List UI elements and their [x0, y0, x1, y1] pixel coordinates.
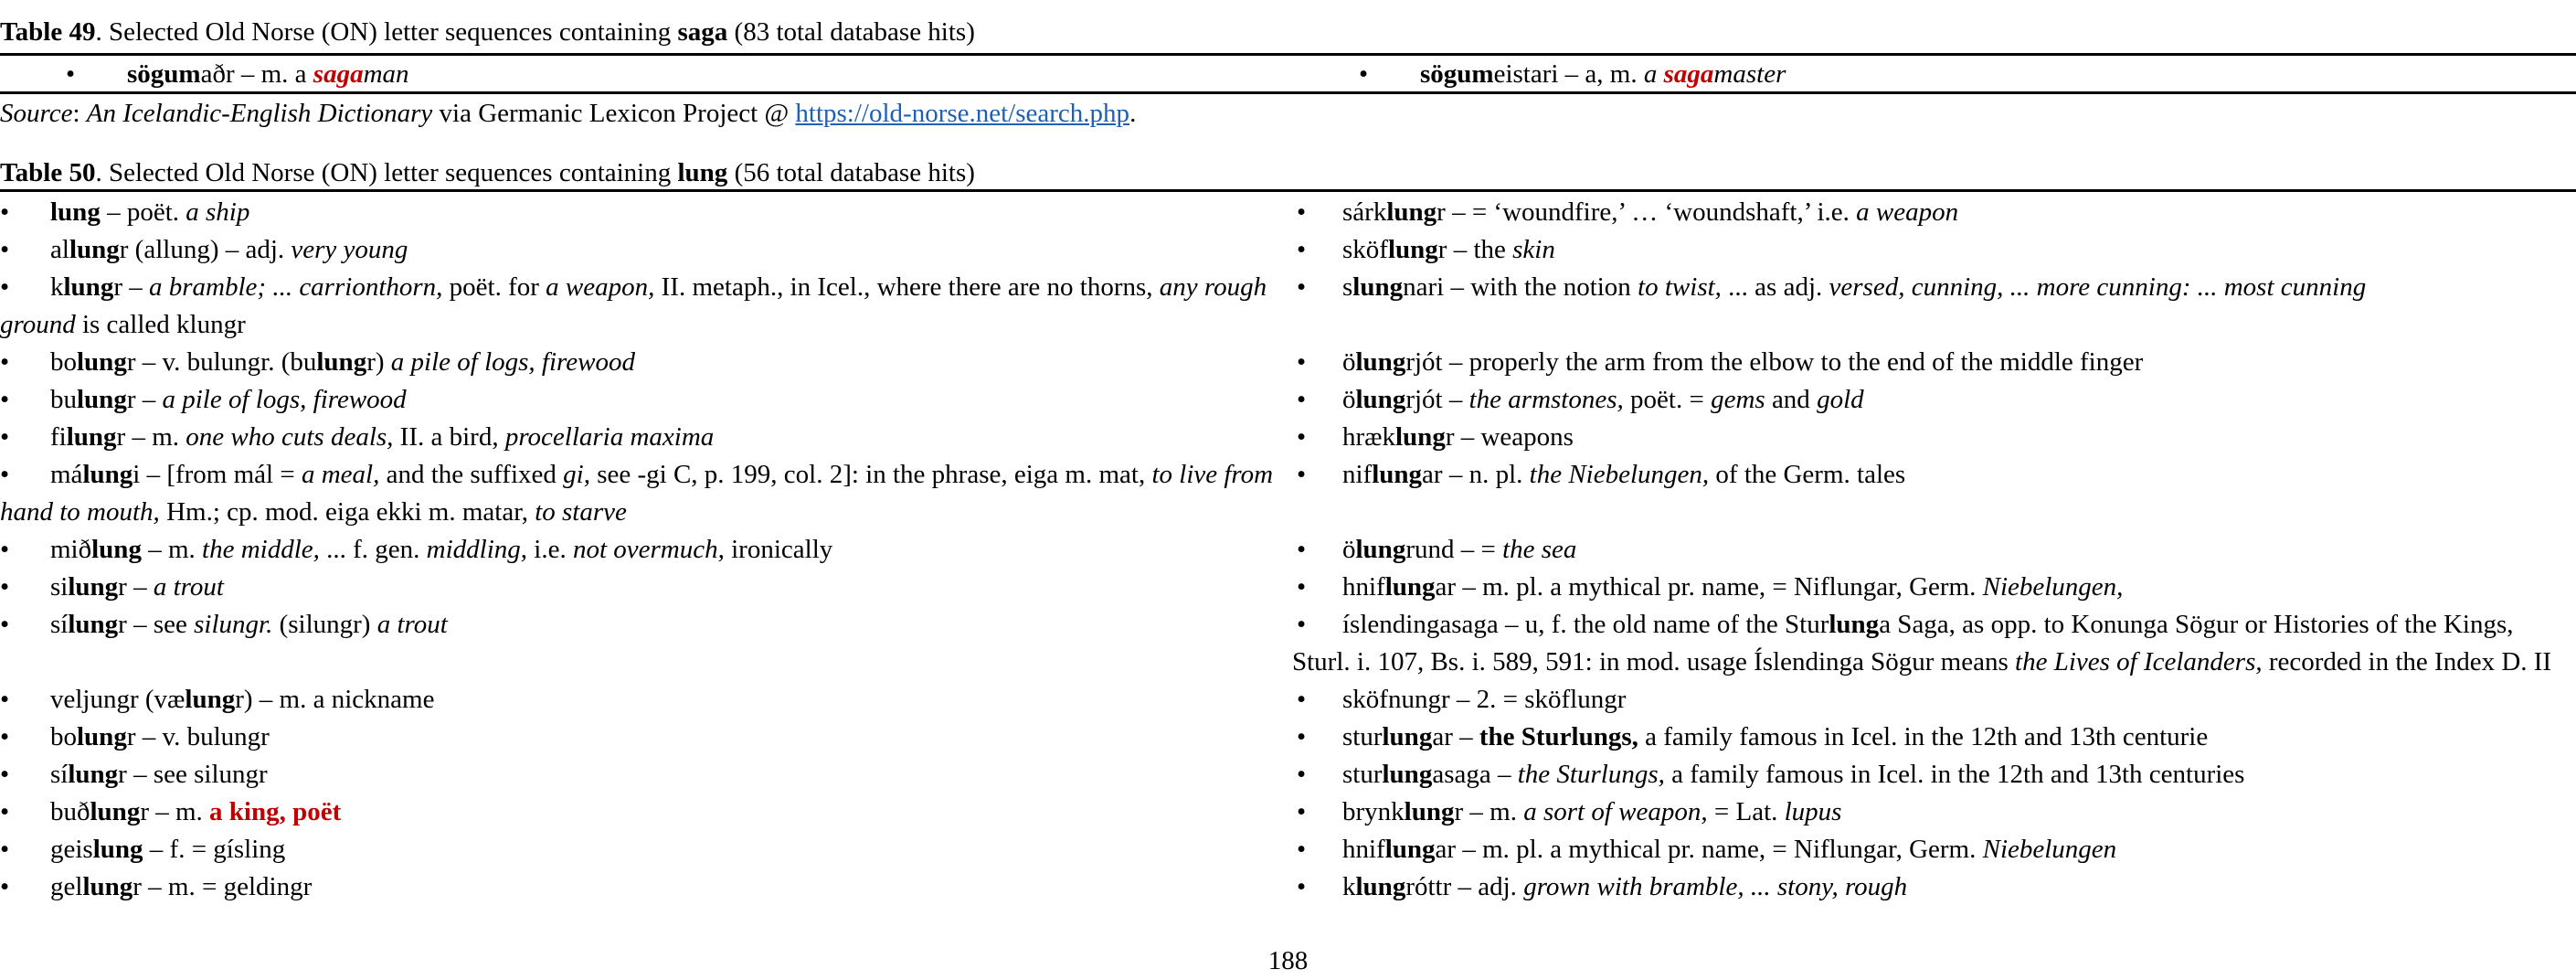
text-segment: si [50, 572, 69, 602]
text-segment: r – v. bulungr. (bu [126, 347, 317, 377]
text-segment: lung [1829, 610, 1880, 639]
text-segment: a ship [186, 197, 250, 227]
text-segment: the armstones, [1468, 385, 1624, 414]
text-segment: Niebelungen [1982, 835, 2117, 864]
text-segment: silungr. [194, 610, 273, 639]
entry-text [1420, 56, 1786, 92]
text-segment: gold [1817, 385, 1864, 414]
text-segment: r – [113, 272, 149, 302]
text-segment: k [1342, 872, 1356, 901]
list-item [1292, 794, 2558, 831]
text-segment: ar – n. pl. [1422, 460, 1530, 489]
table-50-cell-left [0, 344, 1292, 381]
bullet-icon: • [1297, 235, 1307, 264]
text-segment: hnif [1342, 572, 1385, 602]
text-segment: lung [77, 347, 127, 377]
list-item [0, 456, 1274, 531]
list-item [1292, 756, 2558, 794]
list-item [1292, 719, 2558, 756]
text-segment: nari – with the notion [1403, 272, 1638, 302]
text-segment: gems [1711, 385, 1765, 414]
page-number: 188 [1267, 946, 1309, 975]
table-50-cell-right [1292, 194, 2576, 231]
text-segment: veljungr (væ [50, 685, 186, 714]
text-segment: (56 total database hits) [727, 158, 975, 187]
bullet-icon: • [0, 235, 10, 264]
list-item [1292, 569, 2558, 606]
text-segment: to twist, [1638, 272, 1722, 302]
table-50-cell-left [0, 269, 1292, 344]
text-segment: saga [677, 17, 728, 47]
text-segment: lung [1386, 197, 1437, 227]
text-segment: a [1643, 59, 1664, 89]
text-segment: the Sturlungs, [1479, 722, 1638, 751]
list-item [1292, 194, 2558, 231]
table-50-cell-left [0, 456, 1292, 531]
list-item [1292, 344, 2558, 381]
text-segment: see -gi C, p. 199, col. 2]: in the phrase, eiga m. mat, [589, 460, 1152, 489]
list-item [0, 231, 1274, 269]
text-segment: ar – [1432, 722, 1479, 751]
bullet-icon: • [66, 59, 76, 89]
text-segment: ö [1342, 385, 1356, 414]
table-50-cell-right [1292, 531, 2576, 569]
text-segment: hræk [1342, 422, 1395, 452]
bullet-icon: • [1297, 835, 1307, 864]
source-via: via Germanic Lexicon Project @ [432, 99, 796, 128]
table-50-cell-right [1292, 831, 2576, 868]
table-50-cell-right [1292, 756, 2576, 794]
list-item [1292, 231, 2558, 269]
list-item [0, 719, 1274, 756]
text-segment: Table 49 [0, 17, 96, 47]
source-label: Source [0, 99, 73, 128]
text-segment: gi, [563, 460, 590, 489]
bullet-icon: • [0, 347, 10, 377]
text-segment: lung [82, 460, 133, 489]
text-segment: ar – m. pl. a mythical pr. name, = Niflungar, Germ. [1435, 572, 1983, 602]
text-segment: recorded in the Index D. II [2262, 647, 2552, 676]
text-segment: róttr – adj. [1405, 872, 1524, 901]
bullet-icon: • [1297, 272, 1307, 302]
text-segment: lung [677, 158, 728, 187]
text-segment: r – = ‘woundfire,’ … ‘woundshaft,’ i.e. [1436, 197, 1857, 227]
text-segment: lung [185, 685, 236, 714]
table-50-cell-right [1292, 419, 2576, 456]
table-50-cell-right [1292, 719, 2576, 756]
table-50-cell-left [0, 381, 1292, 419]
text-segment: r – weapons [1445, 422, 1574, 452]
text-segment: lung [1355, 535, 1406, 564]
bullet-icon: • [0, 685, 10, 714]
table-50-cell-right [1292, 231, 2576, 269]
text-segment: . Selected Old Norse (ON) letter sequences containing [95, 158, 678, 187]
text-segment: lung [92, 835, 143, 864]
table-50-cell-left [0, 531, 1292, 569]
text-segment: grown with bramble, ... stony, rough [1523, 872, 1908, 901]
text-segment: and [1765, 385, 1818, 414]
text-segment: lung [316, 347, 367, 377]
source-end: . [1129, 99, 1137, 128]
text-segment: rund – = [1405, 535, 1503, 564]
text-segment: r – the [1437, 235, 1513, 264]
list-item [0, 794, 1274, 831]
text-segment: (83 total database hits) [727, 17, 975, 47]
text-segment: the Sturlungs, [1517, 760, 1665, 789]
bullet-icon: • [1297, 535, 1307, 564]
text-segment: lung [1355, 347, 1406, 377]
text-segment: Hm.; cp. mod. eiga ekki m. matar, [159, 497, 535, 527]
bullet-icon: • [1297, 610, 1307, 639]
text-segment: r – v. bulungr [126, 722, 270, 751]
text-segment: lung [68, 610, 119, 639]
text-segment: brynk [1342, 797, 1405, 826]
table-50-cell-right [1292, 344, 2576, 381]
bullet-icon: • [0, 797, 10, 826]
text-segment: lung [69, 235, 120, 264]
table-50-grid [0, 194, 2576, 906]
text-segment: lung [1355, 872, 1406, 901]
text-segment: r – see [118, 610, 195, 639]
text-segment: II. metaph., in Icel., where there are no thorns, [654, 272, 1160, 302]
text-segment: r – m. [1454, 797, 1524, 826]
bullet-icon: • [1297, 422, 1307, 452]
text-segment: poët. = [1623, 385, 1712, 414]
text-segment: Niebelungen, [1982, 572, 2124, 602]
text-segment: ö [1342, 535, 1356, 564]
text-segment: ö [1342, 347, 1356, 377]
list-item [0, 531, 1274, 569]
text-segment: eistari – a, m. [1493, 59, 1644, 89]
bullet-icon: • [1297, 760, 1307, 789]
text-segment: r) – m. a nickname [235, 685, 435, 714]
list-item [0, 381, 1274, 419]
text-segment: lung [1355, 385, 1406, 414]
table-50-cell-right [1292, 569, 2576, 606]
text-segment: lupus [1784, 797, 1842, 826]
text-segment: a Saga, as opp. to Konunga Sögur or Histories of the Kings, Sturl. i. 107, Bs. i. 589, 591: in mod. usage Íslendinga Sögur means [1292, 610, 2514, 676]
text-segment: a family famous in Icel. in the 12th and 13th centurie [1638, 722, 2209, 751]
text-segment: lung [1404, 797, 1455, 826]
text-segment: r – m. [116, 422, 186, 452]
text-segment: the Lives of Icelanders, [2015, 647, 2263, 676]
text-segment: a weapon [1856, 197, 1959, 227]
text-segment: asaga – [1432, 760, 1518, 789]
bullet-icon: • [0, 197, 10, 227]
bullet-icon: • [0, 272, 10, 302]
bullet-icon: • [1359, 59, 1369, 89]
text-segment: r – m. [140, 797, 210, 826]
text-segment: a king, poët [209, 797, 342, 826]
list-item [0, 344, 1274, 381]
text-segment: sköfnungr – 2. = sköflungr [1342, 685, 1627, 714]
text-segment: lung [1372, 460, 1423, 489]
text-segment: poët. for [442, 272, 546, 302]
text-segment: sköf [1342, 235, 1388, 264]
list-item [1292, 456, 2558, 494]
bullet-icon: • [1297, 872, 1307, 901]
table-50-cell-left [0, 606, 1292, 681]
text-segment: ... as adj. [1721, 272, 1829, 302]
text-segment: má [50, 460, 83, 489]
text-segment: versed, cunning, ... more cunning: ... most cunning [1829, 272, 2367, 302]
text-segment: sárk [1342, 197, 1387, 227]
text-segment: to live from hand to mouth, [0, 460, 1274, 527]
table-49-bottom-rule [0, 91, 2576, 94]
list-item [0, 831, 1274, 868]
table-50-cell-right [1292, 269, 2576, 344]
list-item [1292, 831, 2558, 868]
text-segment: of the Germ. tales [1709, 460, 1906, 489]
text-segment: a weapon, [546, 272, 655, 302]
list-item [0, 569, 1274, 606]
table-50-cell-left [0, 569, 1292, 606]
bullet-icon: • [0, 572, 10, 602]
list-item [1292, 606, 2558, 681]
text-segment: gel [50, 872, 83, 901]
source-work-title: An Icelandic-English Dictionary [86, 99, 433, 128]
text-segment: lung [1395, 422, 1446, 452]
list-item [0, 868, 1274, 906]
text-segment: skin [1512, 235, 1555, 264]
text-segment: íslendingasaga – u, f. the old name of the Stur [1342, 610, 1829, 639]
text-segment: saga [313, 59, 364, 89]
source-note [0, 95, 1136, 133]
text-segment: lung [1387, 235, 1438, 264]
table-50-cell-left [0, 868, 1292, 906]
text-segment: lung [77, 385, 127, 414]
text-segment: to starve [535, 497, 627, 527]
table-50-cell-left [0, 681, 1292, 719]
text-segment: rjót – properly the arm from the elbow to the end of the middle finger [1405, 347, 2144, 377]
text-segment: a sort of weapon, [1523, 797, 1708, 826]
bullet-icon: • [0, 760, 10, 789]
text-segment: nif [1342, 460, 1373, 489]
text-segment: al [50, 235, 69, 264]
table-50-cell-left [0, 419, 1292, 456]
text-segment: the sea [1502, 535, 1577, 564]
text-segment: lung [90, 797, 141, 826]
bullet-icon: • [0, 460, 10, 489]
source-link[interactable]: https://old-norse.net/search.php [795, 99, 1130, 128]
text-segment: one who cuts deals, [186, 422, 394, 452]
bullet-icon: • [1297, 460, 1307, 489]
text-segment: – m. [141, 535, 203, 564]
text-segment: sí [50, 760, 69, 789]
table-50-cell-left [0, 756, 1292, 794]
list-item [1292, 868, 2558, 906]
table-49-row [0, 56, 2576, 92]
list-item [0, 269, 1274, 344]
text-segment: lung [50, 197, 101, 227]
text-segment: bo [50, 722, 77, 751]
table-50-cell-left [0, 194, 1292, 231]
list-item [1292, 419, 2558, 456]
text-segment: – f. = gísling [143, 835, 286, 864]
text-segment: ... f. gen. [319, 535, 427, 564]
text-segment: sögum [1420, 59, 1494, 89]
table-50-cell-right [1292, 606, 2576, 681]
list-item [0, 606, 1274, 644]
text-segment: ironically [724, 535, 833, 564]
list-item [1292, 531, 2558, 569]
list-item [1292, 681, 2558, 719]
text-segment: procellaria maxima [504, 422, 715, 452]
text-segment: mið [50, 535, 92, 564]
text-segment: s [1342, 272, 1353, 302]
text-segment: ar – m. pl. a mythical pr. name, = Niflungar, Germ. [1435, 835, 1983, 864]
text-segment: sögum [127, 59, 201, 89]
text-segment: the Niebelungen, [1529, 460, 1710, 489]
text-segment: i – [from mál = [133, 460, 302, 489]
list-item [0, 194, 1274, 231]
bullet-icon: • [1297, 385, 1307, 414]
bullet-icon: • [0, 422, 10, 452]
text-segment: r – [118, 572, 154, 602]
text-segment: a trout [376, 610, 448, 639]
table-50-cell-right [1292, 381, 2576, 419]
text-segment: k [50, 272, 64, 302]
bullet-icon: • [0, 872, 10, 901]
entry-text [127, 56, 409, 92]
text-segment: aðr – m. a [200, 59, 313, 89]
text-segment: man [363, 59, 409, 89]
text-segment: very young [291, 235, 408, 264]
list-item [1292, 269, 2558, 306]
text-segment: stur [1342, 722, 1383, 751]
text-segment: (silungr) [272, 610, 377, 639]
text-segment: Table 50 [0, 158, 96, 187]
table-50-caption [0, 154, 975, 192]
text-segment: bu [50, 385, 77, 414]
list-item [0, 681, 1274, 719]
text-segment: stur [1342, 760, 1383, 789]
text-segment: bo [50, 347, 77, 377]
bullet-icon: • [0, 722, 10, 751]
text-segment: lung [68, 572, 119, 602]
text-segment: hnif [1342, 835, 1385, 864]
text-segment: saga [1663, 59, 1714, 89]
list-item [1292, 381, 2558, 419]
text-segment: any rough ground [0, 272, 1267, 339]
text-segment: i.e. [527, 535, 573, 564]
text-segment: lung [1352, 272, 1404, 302]
text-segment: the middle, [202, 535, 320, 564]
text-segment: is called klungr [75, 310, 246, 339]
text-segment: a meal, [301, 460, 380, 489]
text-segment: master [1713, 59, 1786, 89]
text-segment: geis [50, 835, 93, 864]
text-segment: . Selected Old Norse (ON) letter sequences containing [95, 17, 678, 47]
bullet-icon: • [0, 535, 10, 564]
table-50-cell-right [1292, 794, 2576, 831]
text-segment: lung [91, 535, 142, 564]
table-50-cell-right [1292, 456, 2576, 531]
list-item [0, 419, 1274, 456]
table-50-top-rule [0, 189, 2576, 192]
bullet-icon: • [1297, 722, 1307, 751]
table-50-cell-right [1292, 681, 2576, 719]
bullet-icon: • [1297, 347, 1307, 377]
table-49-caption [0, 14, 975, 51]
text-segment: buð [50, 797, 90, 826]
text-segment: sí [50, 610, 69, 639]
text-segment: a pile of logs, firewood [162, 385, 407, 414]
text-segment: and the suffixed [379, 460, 564, 489]
table-50-cell-left [0, 231, 1292, 269]
text-segment: fi [50, 422, 67, 452]
text-segment: r – see silungr [118, 760, 268, 789]
bullet-icon: • [0, 835, 10, 864]
text-segment: lung [1384, 835, 1436, 864]
text-segment: lung [1382, 760, 1433, 789]
text-segment: a trout [153, 572, 224, 602]
text-segment: a pile of logs, firewood [390, 347, 635, 377]
text-segment: r) [366, 347, 391, 377]
text-segment: = Lat. [1707, 797, 1785, 826]
text-segment: middling, [426, 535, 528, 564]
text-segment: r (allung) – adj. [119, 235, 292, 264]
text-segment: II. a bird, [393, 422, 505, 452]
text-segment: lung [63, 272, 114, 302]
text-segment: lung [1384, 572, 1436, 602]
text-segment: lung [66, 422, 117, 452]
source-sep: : [72, 99, 87, 128]
table-50-cell-left [0, 794, 1292, 831]
text-segment: r – [126, 385, 163, 414]
table-50-cell-left [0, 719, 1292, 756]
text-segment: rjót – [1405, 385, 1469, 414]
bullet-icon: • [0, 385, 10, 414]
text-segment: a family famous in Icel. in the 12th and 13th centuries [1664, 760, 2245, 789]
text-segment: lung [77, 722, 127, 751]
text-segment: not overmuch, [572, 535, 725, 564]
bullet-icon: • [1297, 572, 1307, 602]
bullet-icon: • [0, 610, 10, 639]
text-segment: lung [82, 872, 133, 901]
list-item [0, 756, 1274, 794]
bullet-icon: • [1297, 685, 1307, 714]
text-segment: – poët. [100, 197, 186, 227]
table-50-cell-right [1292, 868, 2576, 906]
bullet-icon: • [1297, 797, 1307, 826]
text-segment: lung [1382, 722, 1433, 751]
table-50-cell-left [0, 831, 1292, 868]
bullet-icon: • [1297, 197, 1307, 227]
text-segment: a bramble; ... carrionthorn, [149, 272, 443, 302]
text-segment: r – m. = geldingr [133, 872, 313, 901]
text-segment: lung [68, 760, 119, 789]
